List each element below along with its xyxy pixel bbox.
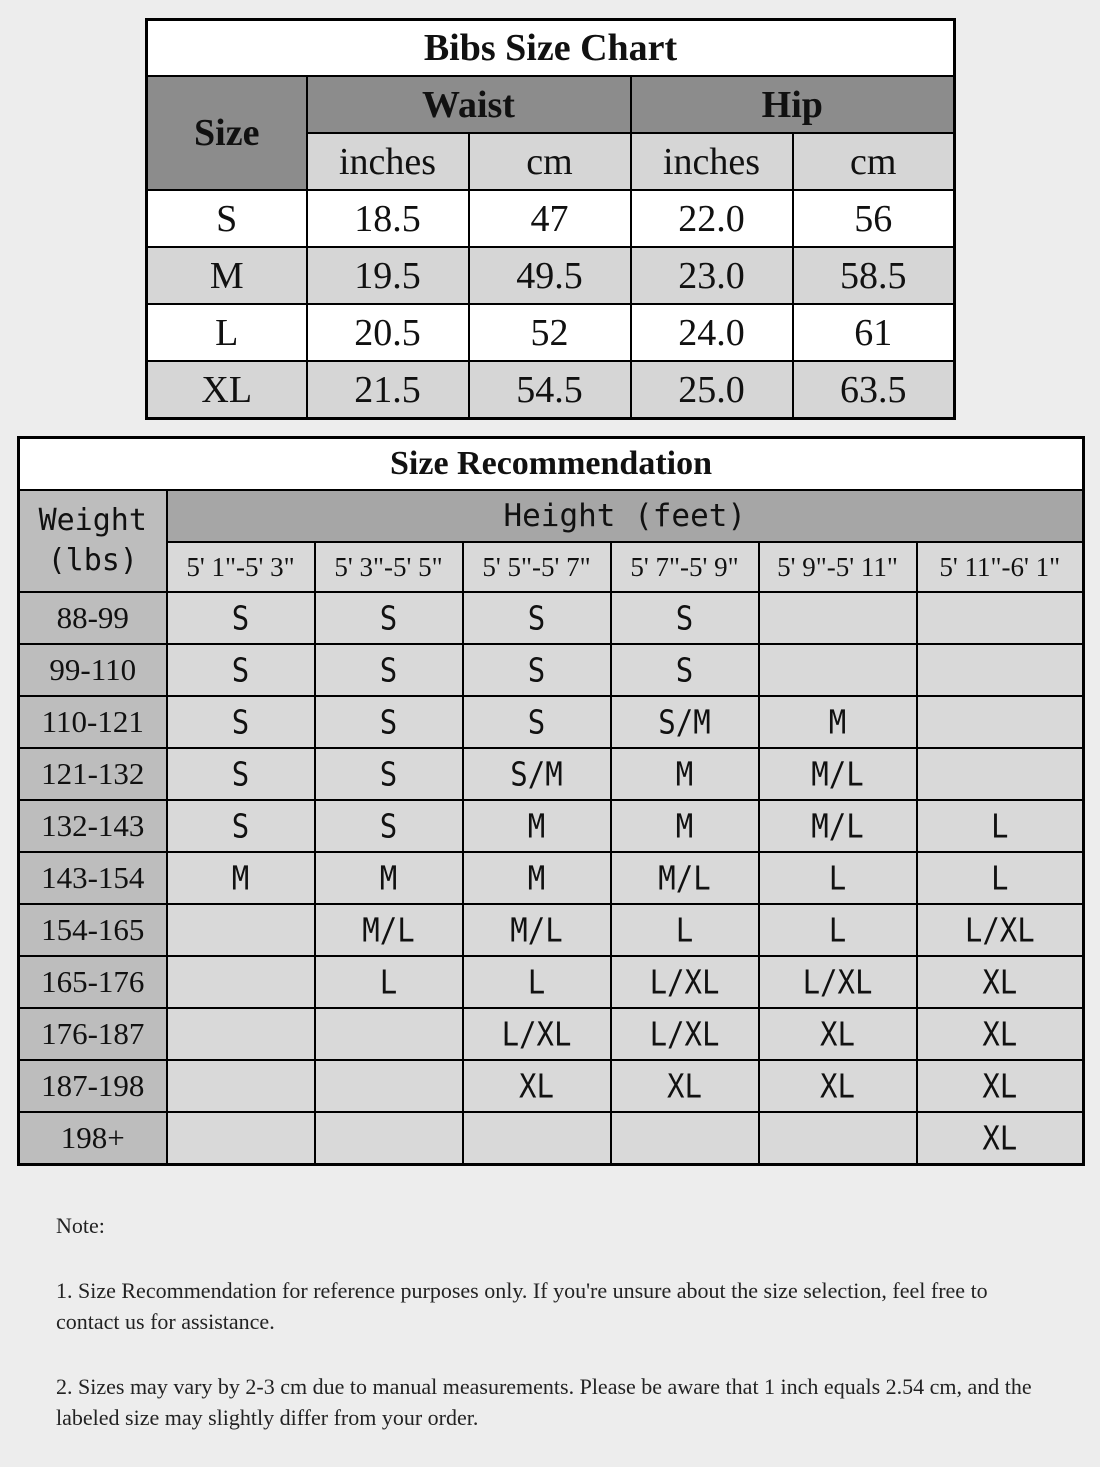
size-value: L/XL bbox=[649, 1014, 720, 1054]
note-item: 2. Sizes may vary by 2-3 cm due to manual measurements. Please be aware that 1 inch equals 2.54 cm, and the labeled size may slightly differ from your order. bbox=[56, 1374, 1032, 1430]
weight-cell: 165-176 bbox=[19, 956, 167, 1008]
size-recommendation-cell bbox=[315, 592, 463, 644]
size-value: S bbox=[675, 598, 694, 638]
size-recommendation-cell bbox=[759, 956, 917, 1008]
size-value: M/L bbox=[658, 858, 711, 898]
size-value: L bbox=[991, 806, 1009, 846]
size-recommendation-cell bbox=[611, 696, 759, 748]
size-recommendation-cell bbox=[917, 696, 1084, 748]
size-value: L bbox=[828, 910, 847, 950]
hip-header: Hip bbox=[631, 76, 955, 133]
waist-cm-cell: 52 bbox=[469, 304, 631, 361]
waist-inches-cell: 21.5 bbox=[307, 361, 469, 419]
waist-cm-header: cm bbox=[469, 133, 631, 190]
waist-cm-cell: 49.5 bbox=[469, 247, 631, 304]
size-recommendation-cell bbox=[917, 1060, 1084, 1112]
table-row bbox=[147, 304, 955, 361]
size-recommendation-cell bbox=[759, 592, 917, 644]
table-row bbox=[19, 1008, 1084, 1060]
weight-column-header bbox=[19, 490, 167, 592]
size-value: L bbox=[991, 858, 1009, 898]
size-recommendation-cell bbox=[917, 1112, 1084, 1165]
height-range-header: 5' 3"-5' 5" bbox=[315, 542, 463, 592]
size-recommendation-cell bbox=[167, 956, 315, 1008]
weight-cell: 88-99 bbox=[19, 592, 167, 644]
weight-cell: 198+ bbox=[19, 1112, 167, 1165]
weight-cell: 176-187 bbox=[19, 1008, 167, 1060]
size-value: XL bbox=[982, 962, 1018, 1002]
size-value: L bbox=[527, 962, 546, 1002]
size-cell: L bbox=[147, 304, 307, 361]
size-recommendation-cell bbox=[759, 1112, 917, 1165]
size-value: M/L bbox=[362, 910, 415, 950]
size-recommendation-cell bbox=[167, 1008, 315, 1060]
size-recommendation-cell bbox=[611, 644, 759, 696]
size-recommendation-cell bbox=[315, 904, 463, 956]
table-row bbox=[19, 852, 1084, 904]
weight-cell: 143-154 bbox=[19, 852, 167, 904]
bibs-chart-title: Bibs Size Chart bbox=[147, 20, 955, 77]
size-recommendation-cell bbox=[167, 644, 315, 696]
size-recommendation-cell bbox=[917, 904, 1084, 956]
size-recommendation-cell bbox=[917, 644, 1084, 696]
size-recommendation-cell bbox=[759, 696, 917, 748]
size-recommendation-cell bbox=[463, 956, 611, 1008]
size-value: XL bbox=[982, 1014, 1018, 1054]
table-row bbox=[147, 247, 955, 304]
hip-cm-header: cm bbox=[793, 133, 955, 190]
height-range-header: 5' 5"-5' 7" bbox=[463, 542, 611, 592]
weight-header-line2: (lbs) bbox=[47, 543, 138, 578]
size-value: S bbox=[527, 650, 546, 690]
size-recommendation-cell bbox=[611, 1008, 759, 1060]
waist-cm-cell: 54.5 bbox=[469, 361, 631, 419]
size-value: S/M bbox=[658, 702, 711, 742]
size-recommendation-cell bbox=[917, 852, 1084, 904]
size-value: M/L bbox=[510, 910, 563, 950]
height-range-header: 5' 7"-5' 9" bbox=[611, 542, 759, 592]
hip-inches-cell: 22.0 bbox=[631, 190, 793, 247]
weight-cell: 187-198 bbox=[19, 1060, 167, 1112]
size-value: S/M bbox=[510, 754, 563, 794]
bibs-size-chart bbox=[145, 18, 956, 420]
table-row bbox=[19, 1112, 1084, 1165]
hip-cm-cell: 61 bbox=[793, 304, 955, 361]
size-recommendation-cell bbox=[463, 748, 611, 800]
hip-cm-cell: 63.5 bbox=[793, 361, 955, 419]
size-recommendation-cell bbox=[167, 1112, 315, 1165]
size-recommendation-cell bbox=[463, 800, 611, 852]
size-cell: M bbox=[147, 247, 307, 304]
hip-inches-header: inches bbox=[631, 133, 793, 190]
size-value: XL bbox=[519, 1066, 554, 1106]
size-recommendation-cell bbox=[315, 696, 463, 748]
size-value: XL bbox=[982, 1118, 1018, 1158]
size-value: L/XL bbox=[501, 1014, 572, 1054]
size-value: S bbox=[231, 754, 250, 794]
size-value: S bbox=[231, 650, 250, 690]
size-value: L bbox=[828, 858, 847, 898]
size-recommendation-cell bbox=[917, 800, 1084, 852]
weight-cell: 154-165 bbox=[19, 904, 167, 956]
note-item: 1. Size Recommendation for reference purposes only. If you're unsure about the size selection, feel free to contact us for assistance. bbox=[56, 1278, 988, 1334]
size-recommendation-cell bbox=[315, 1112, 463, 1165]
size-recommendation-cell bbox=[167, 852, 315, 904]
size-recommendation-cell bbox=[315, 800, 463, 852]
hip-inches-cell: 23.0 bbox=[631, 247, 793, 304]
size-recommendation-cell bbox=[611, 800, 759, 852]
size-value: M bbox=[675, 754, 694, 794]
size-value: XL bbox=[820, 1066, 855, 1106]
weight-cell: 110-121 bbox=[19, 696, 167, 748]
weight-header-line1: Weight bbox=[38, 503, 147, 538]
size-recommendation-cell bbox=[759, 1008, 917, 1060]
size-recommendation-cell bbox=[759, 904, 917, 956]
size-value: M bbox=[527, 806, 546, 846]
height-range-header: 5' 9"-5' 11" bbox=[759, 542, 917, 592]
size-recommendation-cell bbox=[611, 592, 759, 644]
waist-inches-cell: 18.5 bbox=[307, 190, 469, 247]
size-value: S bbox=[527, 702, 546, 742]
table-row bbox=[19, 592, 1084, 644]
size-value: M/L bbox=[811, 806, 864, 846]
size-recommendation-cell bbox=[167, 696, 315, 748]
size-recommendation-cell bbox=[315, 644, 463, 696]
size-value: S bbox=[231, 702, 250, 742]
size-value: S bbox=[231, 806, 250, 846]
waist-header: Waist bbox=[307, 76, 631, 133]
size-recommendation-cell bbox=[463, 592, 611, 644]
size-recommendation-cell bbox=[917, 956, 1084, 1008]
size-value: L/XL bbox=[802, 962, 873, 1002]
size-recommendation-cell bbox=[167, 592, 315, 644]
hip-inches-cell: 24.0 bbox=[631, 304, 793, 361]
size-value: XL bbox=[820, 1014, 855, 1054]
waist-inches-cell: 19.5 bbox=[307, 247, 469, 304]
size-value: L bbox=[379, 962, 398, 1002]
size-recommendation-cell bbox=[917, 592, 1084, 644]
size-value: S bbox=[379, 598, 398, 638]
size-value: S bbox=[379, 650, 398, 690]
size-value: M bbox=[675, 806, 694, 846]
size-recommendation-table bbox=[17, 436, 1085, 1166]
size-value: S bbox=[379, 702, 398, 742]
size-value: S bbox=[231, 598, 250, 638]
size-value: M bbox=[379, 858, 398, 898]
size-recommendation-cell bbox=[759, 644, 917, 696]
size-value: L bbox=[675, 910, 694, 950]
size-value: S bbox=[379, 806, 398, 846]
table-row bbox=[19, 800, 1084, 852]
size-recommendation-cell bbox=[315, 748, 463, 800]
table-row bbox=[19, 1060, 1084, 1112]
size-recommendation-cell bbox=[611, 1112, 759, 1165]
size-cell: S bbox=[147, 190, 307, 247]
size-recommendation-cell bbox=[611, 1060, 759, 1112]
size-value: L/XL bbox=[649, 962, 720, 1002]
waist-cm-cell: 47 bbox=[469, 190, 631, 247]
size-recommendation-cell bbox=[463, 852, 611, 904]
size-recommendation-cell bbox=[759, 800, 917, 852]
size-value: M bbox=[527, 858, 546, 898]
size-value: S bbox=[527, 598, 546, 638]
size-recommendation-cell bbox=[759, 1060, 917, 1112]
table-row bbox=[19, 904, 1084, 956]
size-recommendation-cell bbox=[611, 852, 759, 904]
size-value: M/L bbox=[811, 754, 864, 794]
size-recommendation-cell bbox=[167, 1060, 315, 1112]
hip-cm-cell: 56 bbox=[793, 190, 955, 247]
size-recommendation-cell bbox=[917, 1008, 1084, 1060]
size-recommendation-cell bbox=[315, 1008, 463, 1060]
size-recommendation-cell bbox=[611, 904, 759, 956]
recommendation-title: Size Recommendation bbox=[19, 438, 1084, 491]
weight-cell: 132-143 bbox=[19, 800, 167, 852]
size-recommendation-cell bbox=[611, 748, 759, 800]
size-recommendation-cell bbox=[167, 904, 315, 956]
table-row bbox=[147, 361, 955, 419]
size-value: M bbox=[231, 858, 250, 898]
size-recommendation-cell bbox=[463, 696, 611, 748]
size-recommendation-cell bbox=[315, 956, 463, 1008]
size-recommendation-cell bbox=[315, 852, 463, 904]
table-row bbox=[19, 696, 1084, 748]
size-value: S bbox=[379, 754, 398, 794]
size-recommendation-cell bbox=[463, 1112, 611, 1165]
weight-cell: 99-110 bbox=[19, 644, 167, 696]
size-recommendation-cell bbox=[167, 748, 315, 800]
notes-section bbox=[56, 1210, 1046, 1467]
height-range-header: 5' 1"-5' 3" bbox=[167, 542, 315, 592]
height-header: Height (feet) bbox=[167, 490, 1084, 542]
table-row bbox=[19, 644, 1084, 696]
size-recommendation-cell bbox=[759, 852, 917, 904]
notes-heading: Note: bbox=[56, 1213, 105, 1238]
size-value: S bbox=[675, 650, 694, 690]
size-value: M bbox=[828, 702, 847, 742]
height-range-header: 5' 11"-6' 1" bbox=[917, 542, 1084, 592]
table-row bbox=[19, 956, 1084, 1008]
size-column-header: Size bbox=[147, 76, 307, 190]
size-value: XL bbox=[667, 1066, 702, 1106]
table-row bbox=[147, 190, 955, 247]
table-row bbox=[19, 748, 1084, 800]
size-value: XL bbox=[982, 1066, 1018, 1106]
size-cell: XL bbox=[147, 361, 307, 419]
size-recommendation-cell bbox=[463, 1008, 611, 1060]
size-recommendation-cell bbox=[463, 644, 611, 696]
size-value: L/XL bbox=[964, 910, 1035, 950]
size-recommendation-cell bbox=[463, 904, 611, 956]
size-recommendation-cell bbox=[611, 956, 759, 1008]
size-recommendation-cell bbox=[759, 748, 917, 800]
size-recommendation-cell bbox=[167, 800, 315, 852]
size-recommendation-cell bbox=[917, 748, 1084, 800]
size-recommendation-cell bbox=[315, 1060, 463, 1112]
hip-cm-cell: 58.5 bbox=[793, 247, 955, 304]
size-recommendation-cell bbox=[463, 1060, 611, 1112]
hip-inches-cell: 25.0 bbox=[631, 361, 793, 419]
waist-inches-cell: 20.5 bbox=[307, 304, 469, 361]
weight-cell: 121-132 bbox=[19, 748, 167, 800]
waist-inches-header: inches bbox=[307, 133, 469, 190]
recommendation-body bbox=[19, 592, 1084, 1165]
